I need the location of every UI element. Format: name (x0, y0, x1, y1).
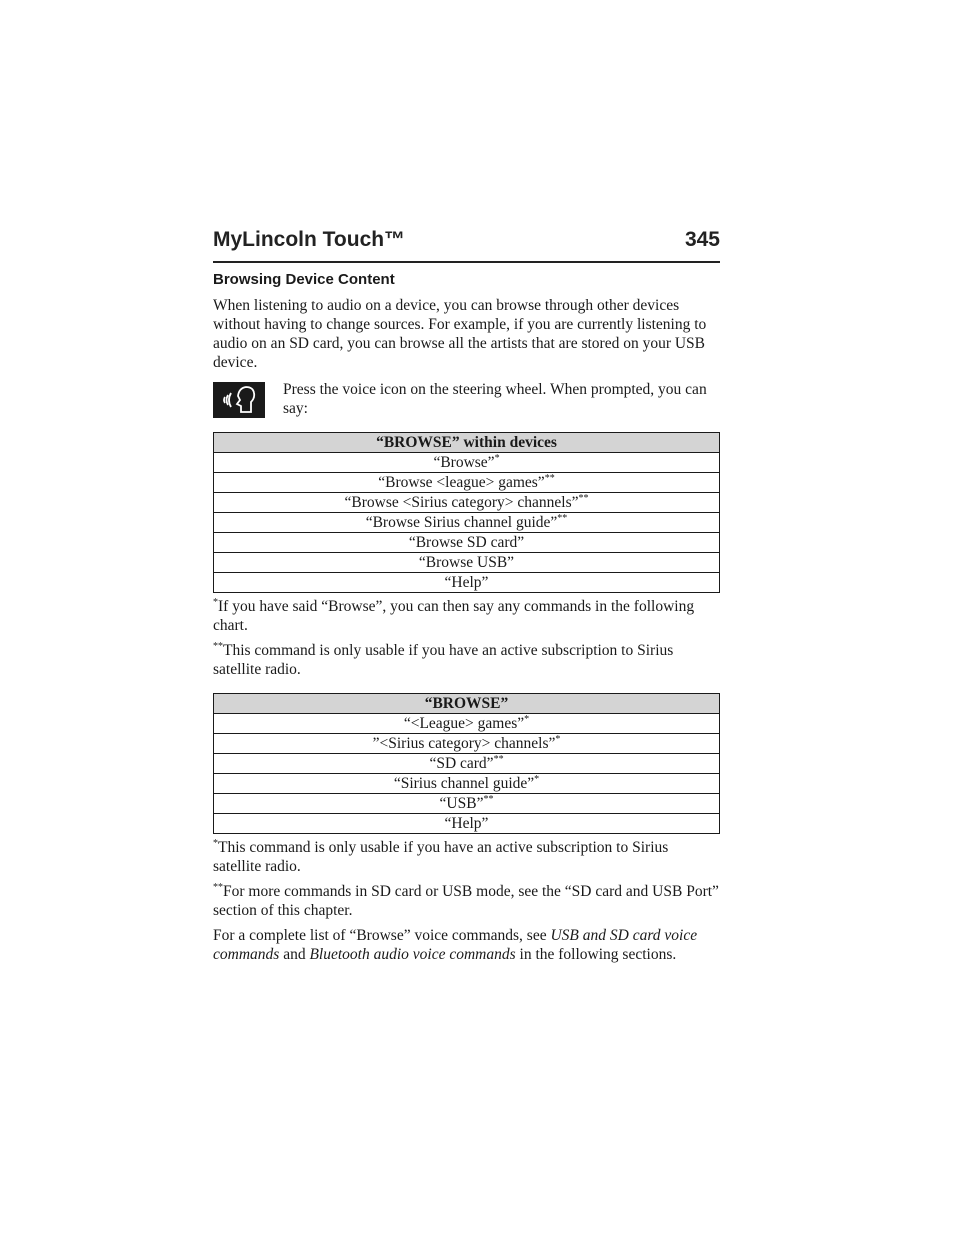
footnote: *If you have said “Browse”, you can then say any commands in the following chart. (213, 597, 695, 634)
page-content (213, 270, 720, 964)
page-header (213, 228, 720, 252)
usb-sd-reference: USB and SD card voice commands (213, 927, 698, 963)
browse-within-devices-table (213, 432, 720, 593)
header-divider (213, 261, 720, 263)
table-row: “USB”** (214, 794, 720, 814)
table-row: “Browse”* (214, 453, 720, 473)
table-row: “Browse <Sirius category> channels”** (214, 493, 720, 513)
section-heading: Browsing Device Content (213, 271, 395, 288)
intro-paragraph: When listening to audio on a device, you can browse through other devices without having to change sources. For example, if you are currently listening to audio on an SD card, you can browse all the artists that are stored on your USB device. (213, 297, 707, 371)
closing-paragraph: For a complete list of “Browse” voice commands, see USB and SD card voice commands and Bluetooth audio voice commands in the following sections. (213, 927, 698, 963)
table-row: “Help” (214, 814, 720, 834)
table-header: “BROWSE” (214, 694, 720, 714)
voice-instruction-row (213, 380, 720, 418)
table-row: “Sirius channel guide”* (214, 774, 720, 794)
footnote: **For more commands in SD card or USB mode, see the “SD card and USB Port” section of this chapter. (213, 882, 719, 919)
footnote: *This command is only usable if you have an active subscription to Sirius satellite radio. (213, 838, 669, 875)
browse-table (213, 693, 720, 834)
footnote: **This command is only usable if you have an active subscription to Sirius satellite radio. (213, 641, 674, 678)
bluetooth-reference: Bluetooth audio voice commands (309, 946, 516, 963)
voice-instruction-text: Press the voice icon on the steering wheel. When prompted, you can say: (283, 381, 707, 417)
table-row: ”<Sirius category> channels”* (214, 734, 720, 754)
table-row: “Browse USB” (214, 553, 720, 573)
voice-command-icon (213, 382, 265, 418)
page-number: 345 (684, 228, 720, 251)
table-row: “Browse SD card” (214, 533, 720, 553)
table-row: “SD card”** (214, 754, 720, 774)
table-header: “BROWSE” within devices (214, 433, 720, 453)
chapter-title: MyLincoln Touch™ (213, 228, 406, 251)
table-row: “Help” (214, 573, 720, 593)
table-row: “<League> games”* (214, 714, 720, 734)
table-row: “Browse Sirius channel guide”** (214, 513, 720, 533)
table-row: “Browse <league> games”** (214, 473, 720, 493)
